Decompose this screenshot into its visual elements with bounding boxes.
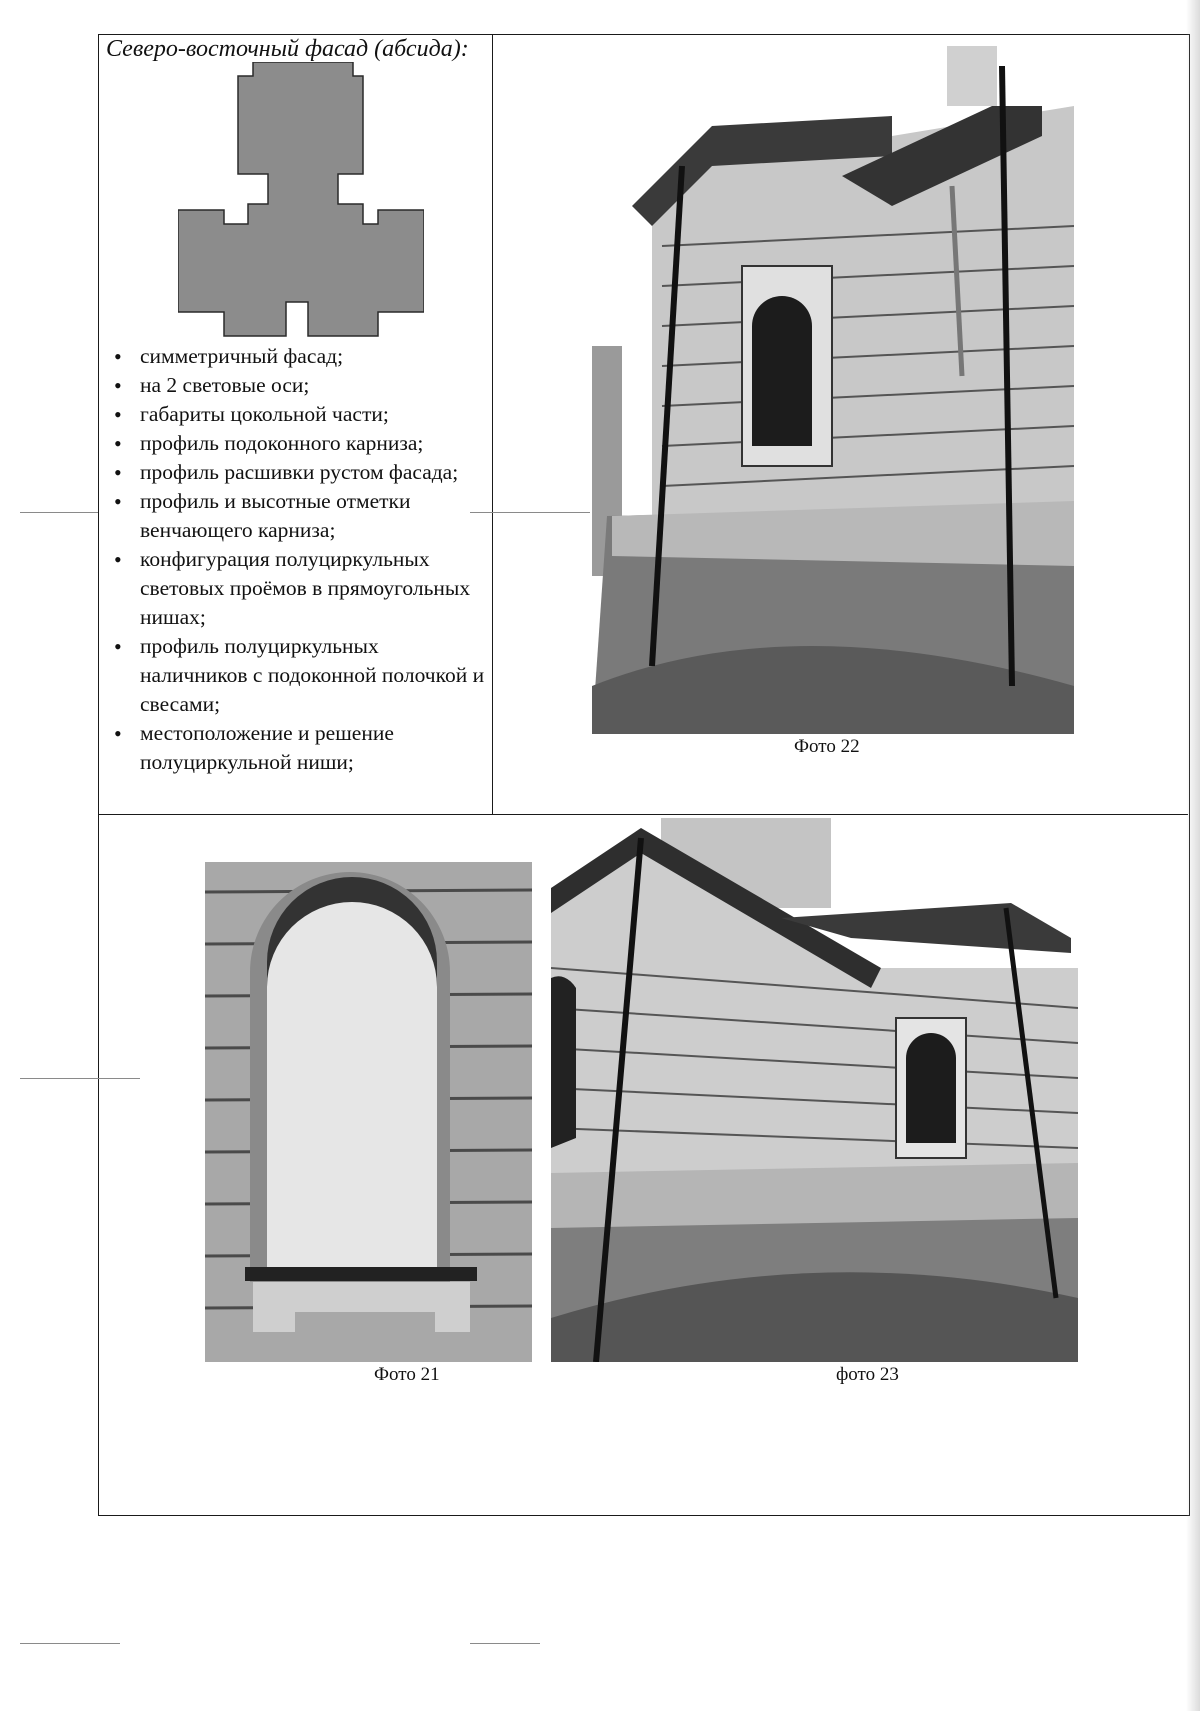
list-item: • местоположение и решение полуциркульной ниши;	[108, 719, 488, 777]
list-item: • на 2 световые оси;	[108, 371, 488, 400]
plan-shape	[178, 62, 424, 336]
table-column-divider	[492, 34, 493, 814]
photo-22-caption: Фото 22	[794, 736, 860, 757]
scan-artifact	[20, 512, 98, 513]
apse-plan-diagram	[178, 62, 424, 338]
scan-edge-shadow	[1186, 0, 1200, 1711]
scan-artifact	[470, 512, 590, 513]
list-item: • профиль расшивки рустом фасада;	[108, 458, 488, 487]
photo-23	[551, 818, 1078, 1362]
table-row-divider	[98, 814, 1188, 815]
scan-artifact	[20, 1643, 120, 1644]
list-item: • профиль подоконного карниза;	[108, 429, 488, 458]
list-item: • конфигурация полуциркульных световых проёмов в прямоугольных нишах;	[108, 545, 488, 632]
section-heading: Северо-восточный фасад (абсида):	[106, 36, 469, 62]
photo-21	[205, 862, 532, 1362]
list-item: • симметричный фасад;	[108, 342, 488, 371]
list-item: • профиль и высотные отметки венчающего карниза;	[108, 487, 488, 545]
scan-artifact	[470, 1643, 540, 1644]
feature-list	[108, 342, 488, 777]
photo-21-caption: Фото 21	[374, 1364, 440, 1385]
list-item: • профиль полуциркульных наличников с подоконной полочкой и свесами;	[108, 632, 488, 719]
list-item: • габариты цокольной части;	[108, 400, 488, 429]
photo-22	[592, 46, 1074, 734]
photo-23-caption: фото 23	[836, 1364, 899, 1385]
scan-artifact	[20, 1078, 140, 1079]
